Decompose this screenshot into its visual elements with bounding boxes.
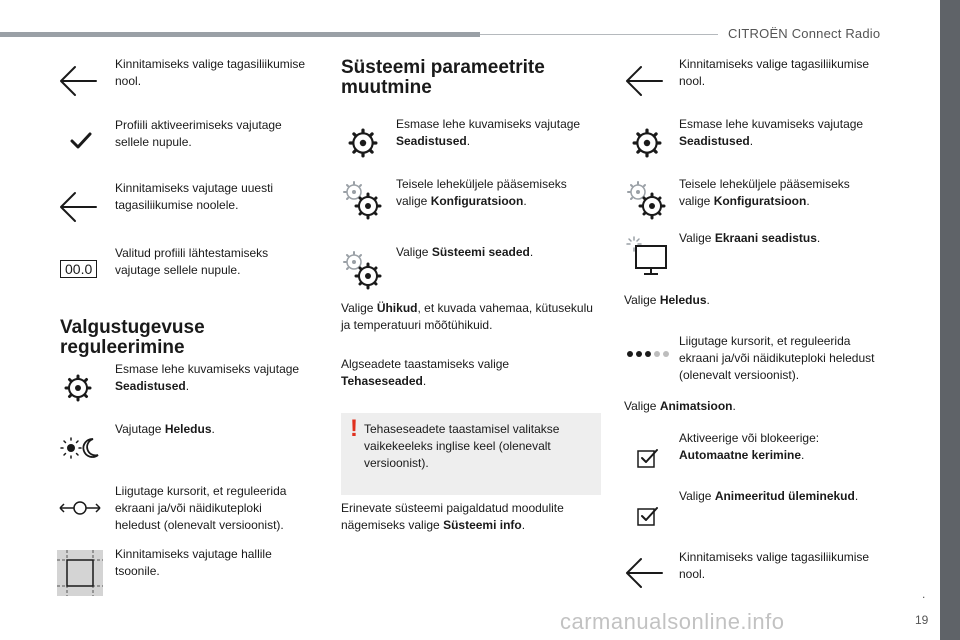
right-item-1-text: Kinnitamiseks valige tagasiliikumise nool. xyxy=(679,57,870,88)
animated-transitions-text: Valige Animeeritud üleminekud. xyxy=(679,489,859,503)
system-item-2-text: Teisele leheküljele pääsemiseks valige Konfiguratsioon. xyxy=(396,177,567,208)
grey-zone-icon xyxy=(57,550,103,596)
double-gear-icon xyxy=(626,180,666,220)
gear-icon xyxy=(348,128,378,158)
system-info-paragraph: Erinevate süsteemi paigaldatud moodulite nägemiseks valige Süsteemi info. xyxy=(341,501,564,532)
header-bar xyxy=(0,32,480,37)
heledus-paragraph: Valige Heledus. xyxy=(624,293,710,307)
section-title-brightness: Valgustugevuse reguleerimine xyxy=(60,317,205,358)
checkmark-icon xyxy=(70,132,92,150)
left-item-2-text: Profiili aktiveerimiseks vajutage sellele nupule. xyxy=(115,118,282,149)
brightness-item-1-text: Esmase lehe kuvamiseks vajutage Seadistused. xyxy=(115,362,300,393)
system-item-1-text: Esmase lehe kuvamiseks vajutage Seadistused. xyxy=(396,117,581,148)
factory-reset-paragraph: Algseadete taastamiseks valige Tehaseseaded. xyxy=(341,357,510,388)
left-arrow-icon xyxy=(624,556,664,590)
left-arrow-icon xyxy=(58,190,98,224)
double-gear-icon xyxy=(342,250,382,290)
page-number: 19 xyxy=(915,613,929,627)
warning-text: Tehaseseadete taastamisel valitakse vaikekeeleks inglise keel (olenevalt versioonist). xyxy=(364,422,560,470)
right-item-2-text: Esmase lehe kuvamiseks vajutage Seadistused. xyxy=(679,117,864,148)
side-tab xyxy=(940,0,960,640)
brightness-slider-icon xyxy=(58,496,102,520)
right-item-4-text: Valige Ekraani seadistus. xyxy=(679,231,821,245)
gear-icon xyxy=(632,128,662,158)
brightness-item-4-text: Kinnitamiseks vajutage hallile tsoonile. xyxy=(115,547,272,578)
left-item-3-text: Kinnitamiseks vajutage uuesti tagasiliikumise noolele. xyxy=(115,181,274,212)
header-title: CITROËN Connect Radio xyxy=(728,26,881,41)
left-arrow-icon xyxy=(624,64,664,98)
checkbox-icon xyxy=(637,448,659,468)
header-rule xyxy=(480,34,718,35)
dots-slider-icon xyxy=(626,346,670,362)
brightness-item-3-text: Liigutage kursorit, et reguleerida ekraani ja/või näidikuteploki heledust (olenevalt versioonist). xyxy=(115,484,287,532)
units-paragraph: Valige Ühikud, et kuvada vahemaa, kütusekulu ja temperatuuri mõõtühikuid. xyxy=(341,301,593,332)
gear-icon xyxy=(64,374,92,402)
left-item-4-text: Valitud profiili lähtestamiseks vajutage sellele nupule. xyxy=(115,246,269,277)
section-title-system: Süsteemi parameetrite muutmine xyxy=(341,57,545,98)
brightness-item-2-text: Vajutage Heledus. xyxy=(115,422,215,436)
right-last-text: Kinnitamiseks valige tagasiliikumise nool. xyxy=(679,550,870,581)
watermark: carmanualsonline.info xyxy=(560,609,785,634)
double-gear-icon xyxy=(342,180,382,220)
sun-moon-icon xyxy=(60,436,100,460)
right-slider-text: Liigutage kursorit, et reguleerida ekraani ja/või näidikuteploki heledust (olenevalt versioonist). xyxy=(679,334,875,382)
auto-scroll-text: Aktiveerige või blokeerige: Automaatne kerimine. xyxy=(679,431,820,462)
screen-brightness-icon xyxy=(626,236,670,276)
continue-mark: . xyxy=(922,587,926,601)
left-item-1-text: Kinnitamiseks valige tagasiliikumise nool. xyxy=(115,57,306,88)
animatsioon-paragraph: Valige Animatsioon. xyxy=(624,399,736,413)
checkbox-icon xyxy=(637,506,659,526)
right-item-3-text: Teisele leheküljele pääsemiseks valige Konfiguratsioon. xyxy=(679,177,850,208)
left-arrow-icon xyxy=(58,64,98,98)
reset-counter: 00.0 xyxy=(60,260,97,278)
system-item-3-text: Valige Süsteemi seaded. xyxy=(396,245,534,259)
warning-icon: ! xyxy=(350,415,358,442)
